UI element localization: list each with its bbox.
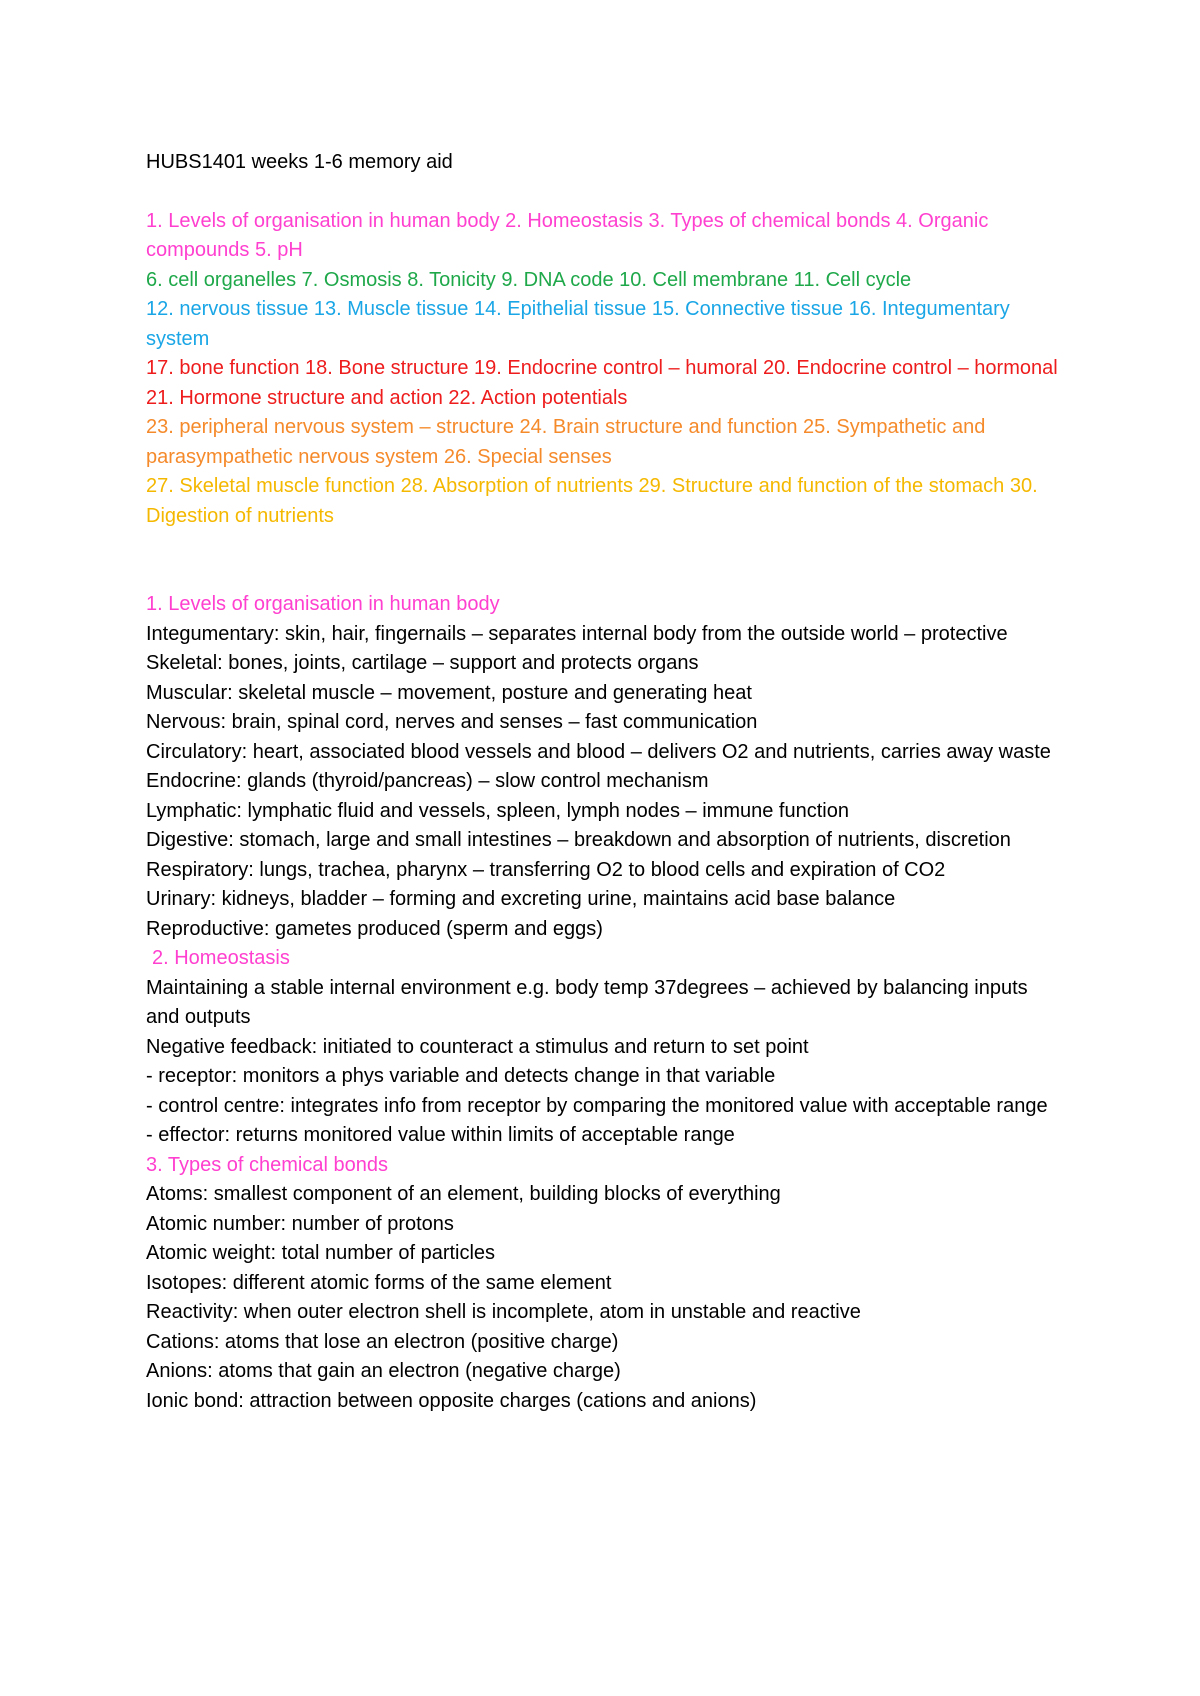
note-line: Cations: atoms that lose an electron (positive charge) [146, 1330, 619, 1353]
toc-group-red: 17. bone function 18. Bone structure 19. Endocrine control – humoral 20. Endocrine control – hormonal 21. Hormone structure and action 22. Action potentials [146, 357, 1058, 409]
note-line: Reproductive: gametes produced (sperm and eggs) [146, 917, 603, 940]
document-title: HUBS1401 weeks 1-6 memory aid [146, 151, 453, 173]
section-homeostasis [146, 944, 1066, 1151]
note-line: - control centre: integrates info from receptor by comparing the monitored value with acceptable range [146, 1094, 1048, 1117]
note-line: Anions: atoms that gain an electron (negative charge) [146, 1360, 621, 1382]
toc-group-yellow: 27. Skeletal muscle function 28. Absorption of nutrients 29. Structure and function of the stomach 30. Digestion of nutrients [146, 475, 1038, 527]
toc-group-cyan: 12. nervous tissue 13. Muscle tissue 14. Epithelial tissue 15. Connective tissue 16. Integumentary system [146, 298, 1010, 350]
note-line: Integumentary: skin, hair, fingernails – separates internal body from the outside world – protective [146, 622, 1008, 645]
note-line: Atomic number: number of protons [146, 1212, 454, 1235]
note-line: Endocrine: glands (thyroid/pancreas) – slow control mechanism [146, 770, 709, 792]
note-line: Respiratory: lungs, trachea, pharynx – transferring O2 to blood cells and expiration of CO2 [146, 858, 946, 881]
note-line: Negative feedback: initiated to counteract a stimulus and return to set point [146, 1035, 809, 1058]
section-chemical-bonds [146, 1151, 1066, 1417]
note-line: Urinary: kidneys, bladder – forming and excreting urine, maintains acid base balance [146, 888, 896, 910]
note-line: Circulatory: heart, associated blood vessels and blood – delivers O2 and nutrients, carries away waste [146, 740, 1051, 763]
note-line: - receptor: monitors a phys variable and detects change in that variable [146, 1065, 776, 1087]
note-line: Lymphatic: lymphatic fluid and vessels, spleen, lymph nodes – immune function [146, 799, 849, 822]
topic-index [146, 207, 1066, 532]
toc-group-pink: 1. Levels of organisation in human body 2. Homeostasis 3. Types of chemical bonds 4. Organic compounds 5. pH [146, 209, 989, 261]
toc-group-green: 6. cell organelles 7. Osmosis 8. Tonicity 9. DNA code 10. Cell membrane 11. Cell cycle [146, 268, 912, 291]
note-line: - effector: returns monitored value within limits of acceptable range [146, 1124, 735, 1146]
section-heading: 2. Homeostasis [152, 947, 290, 969]
note-line: Isotopes: different atomic forms of the same element [146, 1271, 612, 1294]
section-heading: 3. Types of chemical bonds [146, 1153, 388, 1176]
note-line: Ionic bond: attraction between opposite charges (cations and anions) [146, 1389, 757, 1412]
note-line: Muscular: skeletal muscle – movement, posture and generating heat [146, 681, 752, 704]
note-line: Digestive: stomach, large and small intestines – breakdown and absorption of nutrients, discretion [146, 829, 1011, 851]
section-levels-of-organisation [146, 590, 1066, 944]
toc-group-orange: 23. peripheral nervous system – structure 24. Brain structure and function 25. Sympathetic and parasympathetic nervous system 26. Special senses [146, 416, 986, 468]
note-line: Maintaining a stable internal environment e.g. body temp 37degrees – achieved by balancing inputs and outputs [146, 976, 1028, 1028]
note-line: Skeletal: bones, joints, cartilage – support and protects organs [146, 652, 699, 674]
note-line: Nervous: brain, spinal cord, nerves and senses – fast communication [146, 711, 758, 733]
section-heading: 1. Levels of organisation in human body [146, 593, 500, 615]
note-line: Atoms: smallest component of an element, building blocks of everything [146, 1183, 781, 1205]
document-page [146, 148, 1066, 1416]
note-line: Atomic weight: total number of particles [146, 1242, 496, 1264]
note-line: Reactivity: when outer electron shell is incomplete, atom in unstable and reactive [146, 1301, 861, 1323]
